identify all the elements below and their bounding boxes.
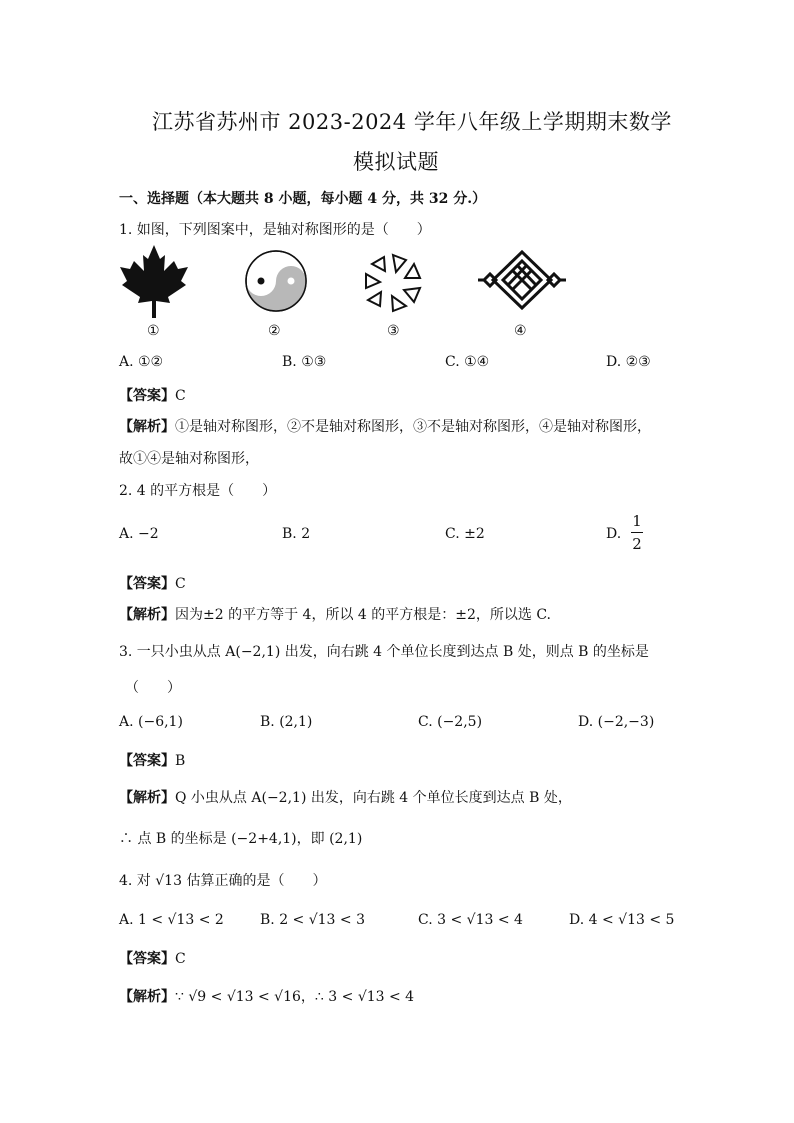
q1-option-b: B. ①③: [282, 354, 327, 370]
q3-option-b: B. (2,1): [260, 714, 313, 730]
analysis-tag: 【解析】: [119, 419, 175, 435]
q1-answer: [119, 385, 186, 405]
q3-stem-cont: （ ）: [125, 680, 181, 696]
q4-option-a: A. 1 < √13 < 2: [119, 912, 224, 928]
q1-option-a: A. ①②: [119, 354, 164, 370]
q2-option-c: C. ±2: [445, 526, 485, 542]
q3-analysis-line2: ∴ 点 B 的坐标是 (−2+4,1)，即 (2,1): [119, 831, 363, 847]
q4-option-c: C. 3 < √13 < 4: [418, 912, 523, 928]
q2-analysis: [119, 604, 551, 624]
q1-stem: 1. 如图，下列图案中，是轴对称图形的是（ ）: [119, 222, 431, 238]
chinese-knot-figure: [476, 249, 568, 311]
q2-answer: [119, 573, 186, 593]
q2-option-d: D.: [606, 526, 622, 542]
answer-tag: 【答案】: [119, 753, 175, 769]
figure-label-2: ②: [268, 323, 281, 339]
fraction-numerator: 1: [632, 512, 642, 530]
analysis-tag: 【解析】: [119, 790, 175, 806]
answer-tag: 【答案】: [119, 576, 175, 592]
page-title-line1: 江苏省苏州市 2023-2024 学年八年级上学期期末数学: [152, 110, 672, 134]
q2-option-a: A. −2: [119, 526, 159, 542]
answer-value: B: [175, 753, 186, 769]
section-header: 一、选择题（本大题共 8 小题，每小题 4 分，共 32 分.）: [119, 191, 487, 207]
q4-analysis: [119, 986, 414, 1006]
answer-value: C: [175, 388, 186, 404]
q4-answer: [119, 948, 186, 968]
q4-option-b: B. 2 < √13 < 3: [260, 912, 365, 928]
analysis-text: ①是轴对称图形，②不是轴对称图形，③不是轴对称图形，④是轴对称图形，: [175, 419, 651, 435]
figure-label-1: ①: [147, 323, 160, 339]
answer-tag: 【答案】: [119, 388, 175, 404]
q3-option-a: A. (−6,1): [119, 714, 183, 730]
q2-option-b: B. 2: [282, 526, 311, 542]
figure-label-3: ③: [387, 323, 400, 339]
analysis-text: 因为±2 的平方等于 4，所以 4 的平方根是：±2，所以选 C.: [175, 607, 552, 623]
q1-analysis-line1: [119, 416, 651, 436]
q3-answer: [119, 750, 185, 770]
q4-stem: 4. 对 √13 估算正确的是（ ）: [119, 873, 327, 889]
answer-value: C: [175, 576, 186, 592]
pinwheel-figure: [362, 252, 424, 314]
answer-value: C: [175, 951, 186, 967]
q3-stem: 3. 一只小虫从点 A(−2,1) 出发，向右跳 4 个单位长度到达点 B 处，则点 B 的坐标是: [119, 644, 649, 660]
fraction-denominator: 2: [632, 535, 642, 553]
q3-option-d: D. (−2,−3): [578, 714, 655, 730]
page-title-line2: 模拟试题: [353, 150, 439, 174]
q1-analysis-line2: 故①④是轴对称图形，: [119, 451, 259, 467]
q3-analysis-line1: [119, 787, 572, 807]
maple-leaf-figure: [118, 243, 190, 319]
answer-tag: 【答案】: [119, 951, 175, 967]
analysis-text: Q 小虫从点 A(−2,1) 出发，向右跳 4 个单位长度到达点 B 处，: [175, 790, 572, 806]
analysis-tag: 【解析】: [119, 989, 175, 1005]
q4-option-d: D. 4 < √13 < 5: [569, 912, 675, 928]
q1-option-c: C. ①④: [445, 354, 490, 370]
q2-stem: 2. 4 的平方根是（ ）: [119, 483, 277, 499]
analysis-text: ∵ √9 < √13 < √16，∴ 3 < √13 < 4: [175, 989, 415, 1005]
q3-option-c: C. (−2,5): [418, 714, 483, 730]
analysis-tag: 【解析】: [119, 607, 175, 623]
fraction-bar: [631, 532, 643, 533]
q1-option-d: D. ②③: [606, 354, 651, 370]
taiji-figure: [244, 249, 308, 313]
figure-label-4: ④: [514, 323, 527, 339]
